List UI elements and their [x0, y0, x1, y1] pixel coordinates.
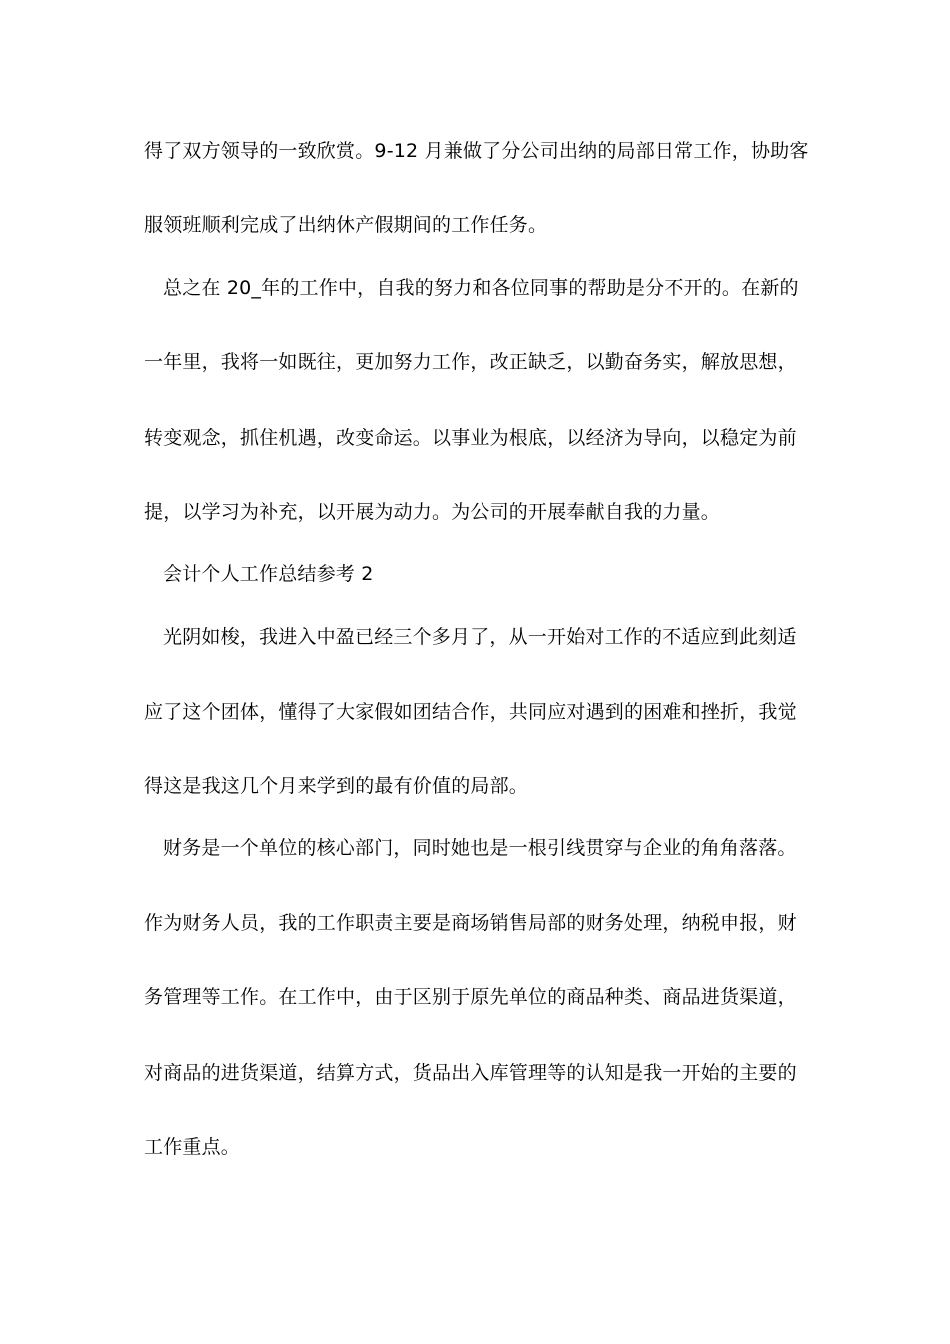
section-heading: 会计个人工作总结参考 2 — [163, 563, 374, 585]
paragraph-line: 总之在 20_年的工作中，自我的努力和各位同事的帮助是分不开的。在新的 — [163, 277, 799, 299]
paragraph-line: 得了双方领导的一致欣赏。9-12 月兼做了分公司出纳的局部日常工作，协助客 — [144, 140, 809, 162]
paragraph-line: 工作重点。 — [144, 1136, 241, 1158]
paragraph-line: 作为财务人员，我的工作职责主要是商场销售局部的财务处理，纳税申报，财 — [144, 912, 797, 934]
paragraph-line: 转变观念，抓住机遇，改变命运。以事业为根底，以经济为导向，以稳定为前 — [144, 427, 797, 449]
paragraph-line: 得这是我这几个月来学到的最有价值的局部。 — [144, 775, 529, 797]
paragraph-line: 应了这个团体，懂得了大家假如团结合作，共同应对遇到的困难和挫折，我觉 — [144, 701, 797, 723]
paragraph-line: 服领班顺利完成了出纳休产假期间的工作任务。 — [144, 214, 548, 236]
paragraph-line: 一年里，我将一如既往，更加努力工作，改正缺乏，以勤奋务实，解放思想， — [144, 351, 797, 373]
paragraph-line: 对商品的进货渠道，结算方式，货品出入库管理等的认知是我一开始的主要的 — [144, 1062, 797, 1084]
paragraph-line: 光阴如梭，我进入中盈已经三个多月了，从一开始对工作的不适应到此刻适 — [163, 626, 797, 648]
paragraph-line: 提，以学习为补充，以开展为动力。为公司的开展奉献自我的力量。 — [144, 501, 721, 523]
paragraph-line: 务管理等工作。在工作中，由于区别于原先单位的商品种类、商品进货渠道， — [144, 986, 797, 1008]
paragraph-line: 财务是一个单位的核心部门，同时她也是一根引线贯穿与企业的角角落落。 — [163, 837, 797, 859]
